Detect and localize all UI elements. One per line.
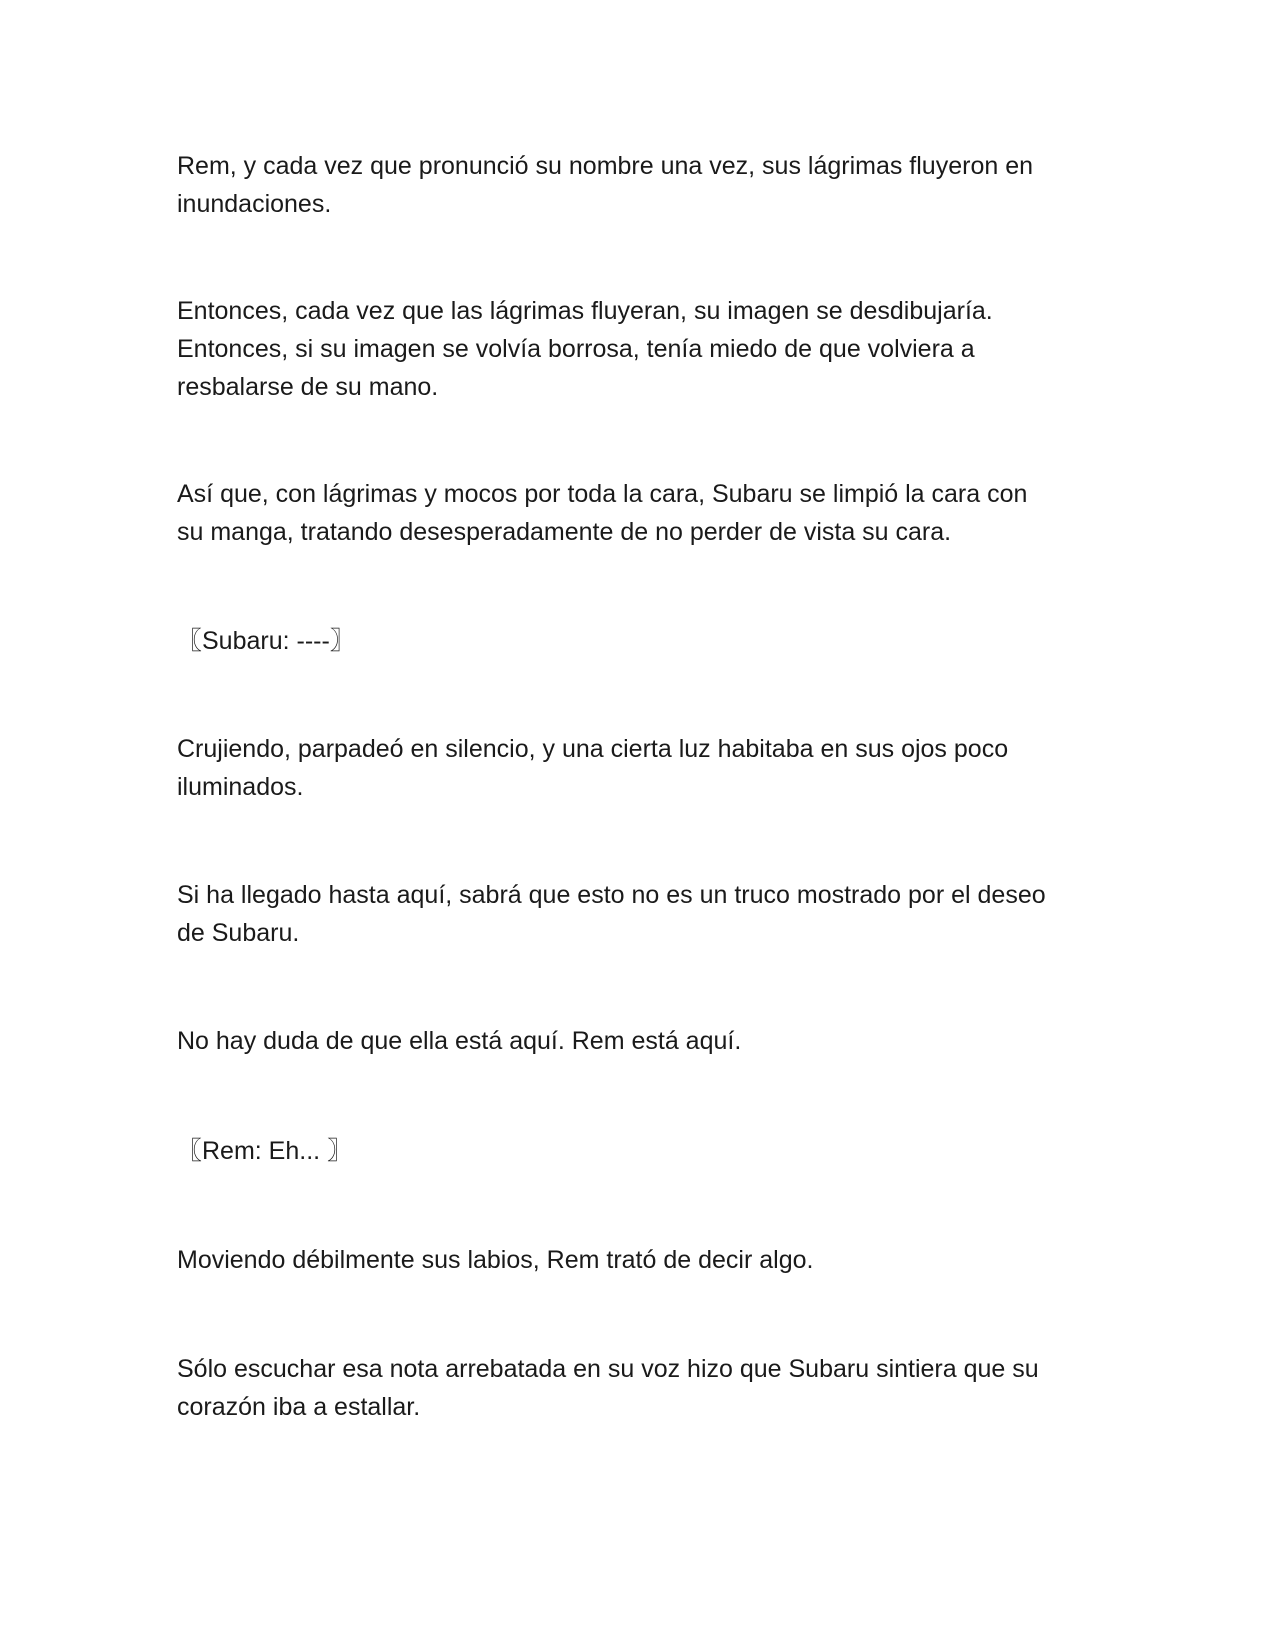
dialogue-line: 〖Rem: Eh... 〗	[177, 1137, 353, 1165]
paragraph-line: Entonces, cada vez que las lágrimas fluyeran, su imagen se desdibujaría.	[177, 297, 993, 325]
paragraph-5	[177, 730, 1107, 806]
paragraph-7	[177, 1022, 1107, 1060]
paragraph-1	[177, 147, 1107, 223]
paragraph-line: corazón iba a estallar.	[177, 1393, 421, 1421]
dialogue-line: 〖Subaru: ----〗	[177, 627, 355, 655]
paragraph-6	[177, 876, 1107, 952]
paragraph-line: No hay duda de que ella está aquí. Rem está aquí.	[177, 1027, 742, 1055]
paragraph-9	[177, 1241, 1107, 1279]
paragraph-line: de Subaru.	[177, 919, 300, 947]
paragraph-line: resbalarse de su mano.	[177, 373, 439, 401]
paragraph-line: Sólo escuchar esa nota arrebatada en su voz hizo que Subaru sintiera que su	[177, 1355, 1039, 1383]
paragraph-line: Si ha llegado hasta aquí, sabrá que esto no es un truco mostrado por el deseo	[177, 881, 1046, 909]
dialogue-subaru	[177, 622, 1107, 660]
paragraph-2	[177, 292, 1107, 406]
paragraph-line: Así que, con lágrimas y mocos por toda la cara, Subaru se limpió la cara con	[177, 480, 1028, 508]
paragraph-10	[177, 1350, 1107, 1426]
paragraph-line: inundaciones.	[177, 190, 332, 218]
paragraph-line: su manga, tratando desesperadamente de no perder de vista su cara.	[177, 518, 952, 546]
paragraph-line: iluminados.	[177, 773, 304, 801]
paragraph-line: Rem, y cada vez que pronunció su nombre una vez, sus lágrimas fluyeron en	[177, 152, 1034, 180]
paragraph-line: Moviendo débilmente sus labios, Rem trató de decir algo.	[177, 1246, 814, 1274]
paragraph-3	[177, 475, 1107, 551]
dialogue-rem	[177, 1132, 1107, 1170]
paragraph-line: Crujiendo, parpadeó en silencio, y una cierta luz habitaba en sus ojos poco	[177, 735, 1009, 763]
paragraph-line: Entonces, si su imagen se volvía borrosa, tenía miedo de que volviera a	[177, 335, 975, 363]
